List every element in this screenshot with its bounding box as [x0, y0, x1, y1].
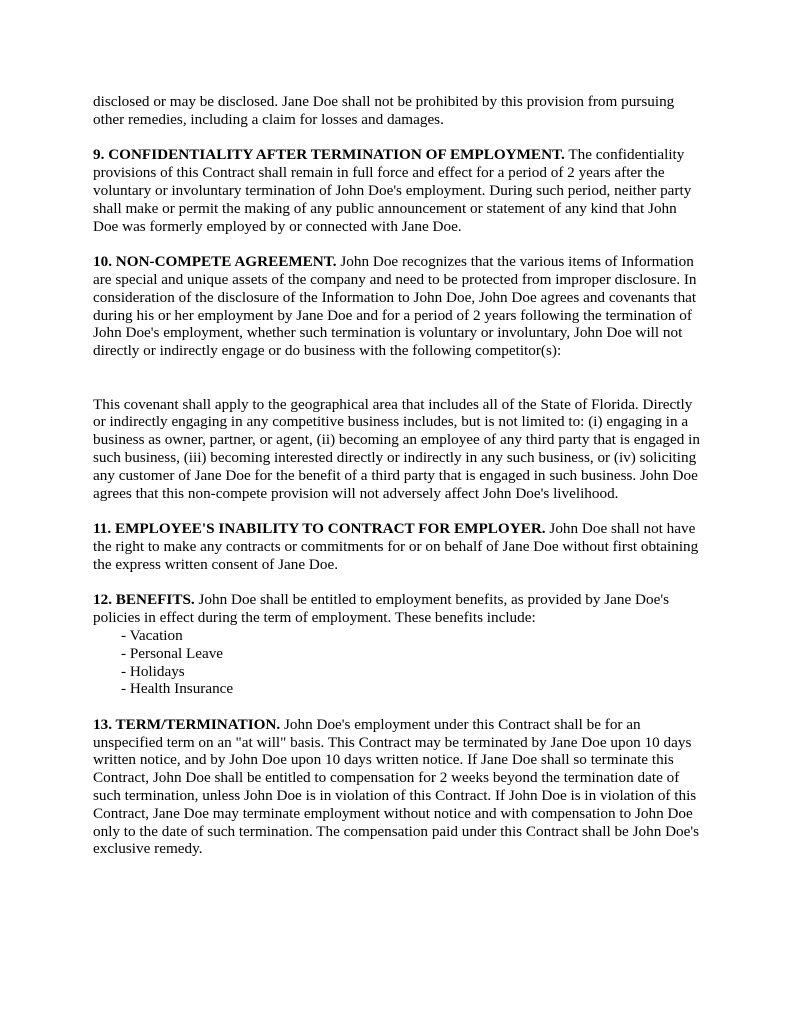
paragraph-spacer [93, 235, 703, 253]
competitor-blank-spacer [93, 360, 703, 396]
section-11-body: John Doe shall not have the right to make any contracts or commitments for or on behalf of Jane Doe without first obtaining the express written consent of Jane Doe. [93, 520, 699, 573]
section-13-paragraph [93, 716, 703, 858]
section-12-body: John Doe shall be entitled to employment benefits, as provided by Jane Doe's policies in effect during the term of employment. These benefits include: [93, 591, 669, 627]
section-12-heading: 12. BENEFITS. [93, 591, 195, 609]
benefit-item: - Holidays [121, 662, 185, 680]
paragraph-spacer [93, 698, 703, 716]
section-10-heading: 10. NON-COMPETE AGREEMENT. [93, 253, 337, 271]
section-9-heading: 9. CONFIDENTIALITY AFTER TERMINATION OF EMPLOYMENT. [93, 146, 565, 164]
section-10-covenant: This covenant shall apply to the geographical area that includes all of the State of Florida. Directly or indirectly engaging in any competitive business includes, but is not limited to: (i) engaging in a business as owner, partner, or agent, (ii) becoming an employee of any third party that is engaged in such business, (iii) becoming interested directly or indirectly in any such business, or (iv) soliciting any customer of Jane Doe for the benefit of a third party that is engaged in such business. John Doe agrees that this non-compete provision will not adversely affect John Doe's livelihood. [93, 395, 700, 502]
continuation-paragraph [93, 93, 703, 129]
continuation-text: disclosed or may be disclosed. Jane Doe shall not be prohibited by this provision from pursuing other remedies, including a claim for losses and damages. [93, 93, 675, 128]
section-13-heading: 13. TERM/TERMINATION. [93, 715, 281, 733]
section-10-paragraph [93, 253, 703, 360]
benefit-item: - Vacation [121, 626, 183, 644]
benefits-list [93, 627, 703, 698]
section-12-paragraph [93, 591, 703, 627]
benefit-item: - Health Insurance [121, 680, 234, 698]
section-10-covenant-paragraph [93, 396, 703, 503]
paragraph-spacer [93, 129, 703, 147]
section-9-body: The confidentiality provisions of this Contract shall remain in full force and effect for a period of 2 years after the voluntary or involuntary termination of John Doe's employment. During such period, neither party shall make or permit the making of any public announcement or statement of any kind that John Doe was formerly employed by or connected with Jane Doe. [93, 146, 692, 235]
section-11-heading: 11. EMPLOYEE'S INABILITY TO CONTRACT FOR EMPLOYER. [93, 520, 546, 538]
section-11-paragraph [93, 520, 703, 573]
section-9-paragraph [93, 146, 703, 235]
benefit-item: - Personal Leave [121, 644, 224, 662]
document-page [93, 93, 703, 858]
section-10-body: John Doe recognizes that the various items of Information are special and unique assets of the company and need to be protected from improper disclosure. In consideration of the disclosure of the Information to John Doe, John Doe agrees and covenants that during his or her employment by Jane Doe and for a period of 2 years following the termination of John Doe's employment, whether such termination is voluntary or involuntary, John Doe will not directly or indirectly engage or do business with the following competitor(s): [93, 253, 697, 360]
paragraph-spacer [93, 502, 703, 520]
paragraph-spacer [93, 574, 703, 592]
section-13-body: John Doe's employment under this Contract shall be for an unspecified term on an "at will" basis. This Contract may be terminated by Jane Doe upon 10 days written notice, and by John Doe upon 10 days written notice. If Jane Doe shall so terminate this Contract, John Doe shall be entitled to compensation for 2 weeks beyond the termination date of such termination, unless John Doe is in violation of this Contract. If John Doe is in violation of this Contract, Jane Doe may terminate employment without notice and with compensation to John Doe only to the date of such termination. The compensation paid under this Contract shall be John Doe's exclusive remedy. [93, 715, 700, 858]
